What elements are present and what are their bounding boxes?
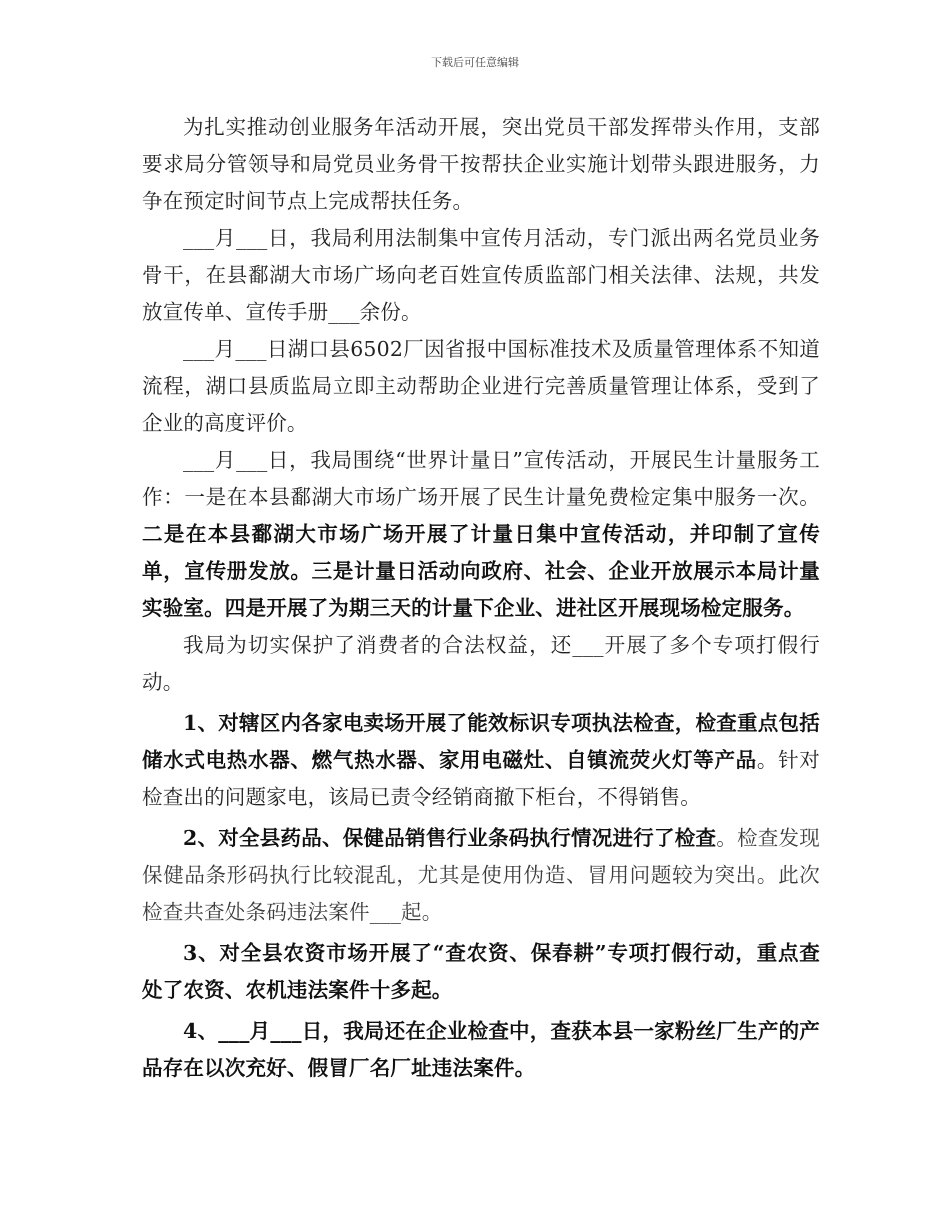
page-header: 下载后可任意编辑 bbox=[431, 56, 519, 69]
paragraph-7-normal: 。检查发现保健品条形码执行比较混乱，尤其是使用伪造、冒用问题较为突出。此次检查共查处条码违法案件___起。 bbox=[142, 826, 821, 924]
paragraph-5: 我局为切实保护了消费者的合法权益，还___开展了多个专项打假行动。 bbox=[142, 633, 820, 694]
paragraph-8: 3、对全县农资市场开展了“查农资、保春耕”专项打假行动，重点查处了农资、农机违法案件十多起。 bbox=[142, 941, 820, 1002]
paragraph-1: 为扎实推动创业服务年活动开展，突出党员干部发挥带头作用，支部要求局分管领导和局党员业务骨干按帮扶企业实施计划带头跟进服务，力争在预定时间节点上完成帮扶任务。 bbox=[142, 115, 820, 213]
paragraph-6-normal: 。针对检查出的问题家电，该局已责令经销商撤下柜台，不得销售。 bbox=[142, 748, 820, 809]
document-body bbox=[142, 109, 820, 1087]
paragraph-9: 4、___月___日，我局还在企业检查中，查获本县一家粉丝厂生产的产品存在以次充好、假冒厂名厂址违法案件。 bbox=[142, 1019, 820, 1080]
paragraph-3: ___月___日湖口县6502厂因省报中国标准技术及质量管理体系不知道流程，湖口县质监局立即主动帮助企业进行完善质量管理让体系，受到了企业的高度评价。 bbox=[142, 337, 820, 435]
paragraph-6 bbox=[142, 705, 820, 816]
paragraph-6-bold: 1、对辖区内各家电卖场开展了能效标识专项执法检查，检查重点包括储水式电热水器、燃气热水器、家用电磁灶、自镇流荧火灯等产品 bbox=[142, 711, 820, 772]
paragraph-2: ___月___日，我局利用法制集中宣传月活动，专门派出两名党员业务骨干，在县鄱湖大市场广场向老百姓宣传质监部门相关法律、法规，共发放宣传单、宣传手册___余份。 bbox=[142, 226, 820, 324]
paragraph-7-bold: 2、对全县药品、保健品销售行业条码执行情况进行了检查 bbox=[183, 826, 717, 850]
paragraph-4-bold: 二是在本县鄱湖大市场广场开展了计量日集中宣传活动，并印制了宣传单，宣传册发放。三是计量日活动向政府、社会、企业开放展示本局计量实验室。四是开展了为期三天的计量下企业、进社区开展现场检定服务。 bbox=[142, 522, 820, 620]
paragraph-7 bbox=[142, 820, 820, 931]
paragraph-4-normal: ___月___日，我局围绕“世界计量日”宣传活动，开展民生计量服务工作：一是在本县鄱湖大市场广场开展了民生计量免费检定集中服务一次。 bbox=[142, 448, 820, 509]
paragraph-4 bbox=[142, 442, 820, 627]
